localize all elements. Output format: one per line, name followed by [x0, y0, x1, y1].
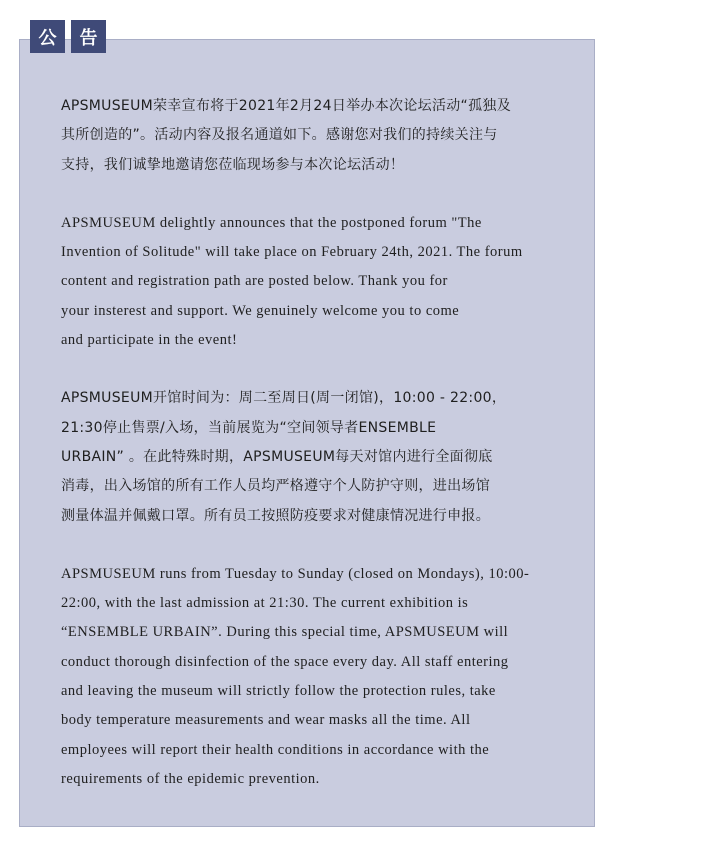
text-line: 其所创造的”。活动内容及报名通道如下。感谢您对我们的持续关注与: [61, 127, 498, 144]
text-line: 消毒，出入场馆的所有工作人员均严格遵守个人防护守则，进出场馆: [61, 478, 490, 495]
text-line: requirements of the epidemic prevention.: [61, 770, 320, 787]
text-line: 22:00, with the last admission at 21:30. The current exhibition is: [61, 595, 469, 612]
paragraph-en-hours: [61, 560, 561, 794]
text-line: content and registration path are posted below. Thank you for: [61, 273, 448, 290]
text-line: APSMUSEUM开馆时间为：周二至周日(周一闭馆)，10:00 - 22:00，: [61, 390, 507, 407]
paragraph-en-announcement: [61, 209, 561, 355]
text-line: Invention of Solitude" will take place on February 24th, 2021. The forum: [61, 244, 523, 261]
text-line: “ENSEMBLE URBAIN”. During this special time, APSMUSEUM will: [61, 624, 509, 641]
text-line: 测量体温并佩戴口罩。所有员工按照防疫要求对健康情况进行申报。: [61, 507, 490, 524]
title-char-2: 告: [71, 20, 106, 53]
text-line: 21:30停止售票/入场，当前展览为“空间领导者ENSEMBLE: [61, 419, 437, 436]
text-line: conduct thorough disinfection of the space every day. All staff entering: [61, 653, 509, 670]
notice-title: [30, 20, 106, 53]
text-line: and participate in the event!: [61, 332, 238, 349]
paragraph-zh-announcement: [61, 92, 561, 180]
text-line: 支持，我们诚挚地邀请您莅临现场参与本次论坛活动！: [61, 156, 405, 173]
notice-content: [61, 92, 561, 794]
text-line: your insterest and support. We genuinely welcome you to come: [61, 302, 460, 319]
text-line: and leaving the museum will strictly follow the protection rules, take: [61, 683, 496, 700]
text-line: APSMUSEUM荣幸宣布将于2021年2月24日举办本次论坛活动“孤独及: [61, 98, 511, 114]
text-line: employees will report their health conditions in accordance with the: [61, 741, 490, 758]
text-line: APSMUSEUM runs from Tuesday to Sunday (closed on Mondays), 10:00-: [61, 565, 530, 582]
title-char-1: 公: [30, 20, 65, 53]
text-line: body temperature measurements and wear masks all the time. All: [61, 712, 471, 729]
text-line: APSMUSEUM delightly announces that the postponed forum "The: [61, 214, 482, 231]
paragraph-zh-hours: [61, 384, 561, 530]
text-line: URBAIN” 。在此特殊时期，APSMUSEUM每天对馆内进行全面彻底: [61, 448, 493, 465]
